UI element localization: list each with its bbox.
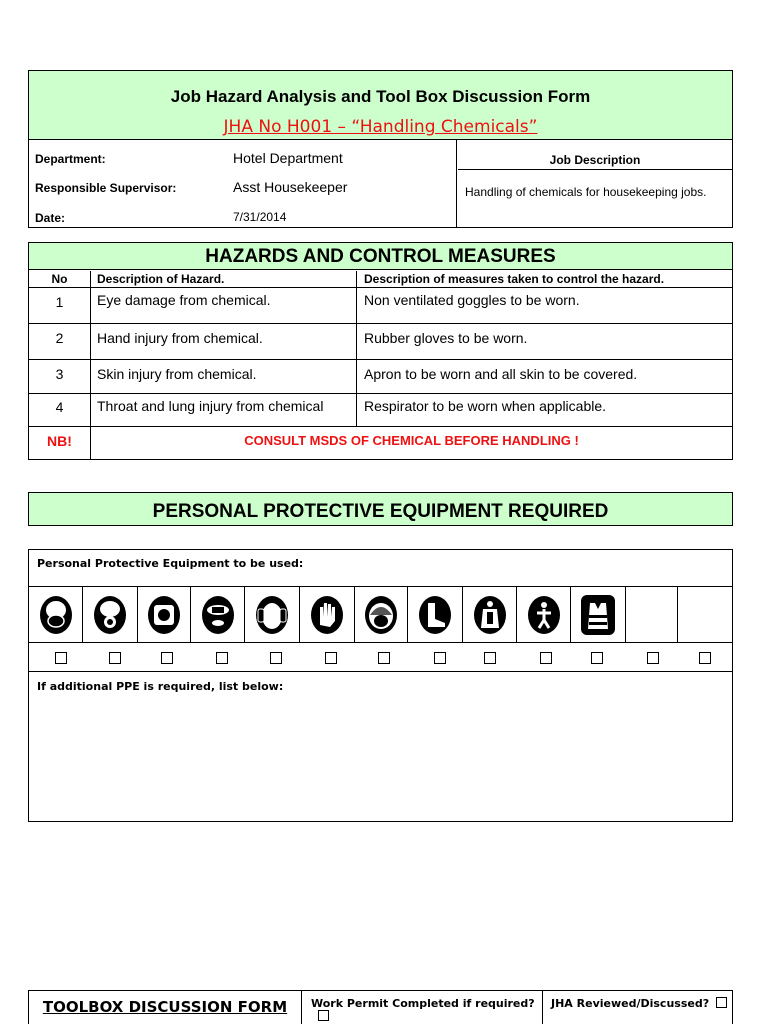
table-row	[29, 360, 732, 394]
hard-hat-icon	[355, 587, 408, 642]
table-row	[29, 324, 732, 360]
gloves-icon	[300, 587, 355, 642]
ppe-checkbox-safety-boots[interactable]	[434, 652, 446, 664]
ppe-checkbox-apron[interactable]	[484, 652, 496, 664]
apron-icon	[463, 587, 517, 642]
dust-mask-icon	[29, 587, 83, 642]
work-permit-question	[302, 991, 543, 1024]
jha-reviewed-checkbox[interactable]	[716, 997, 727, 1008]
form-title: Job Hazard Analysis and Tool Box Discussion Form	[170, 87, 591, 106]
row-measure: Rubber gloves to be worn.	[364, 330, 528, 346]
blank-icon-slot	[678, 587, 732, 642]
hazards-table	[28, 242, 733, 460]
ppe-checkbox-row	[29, 644, 732, 672]
form-title-area	[29, 71, 732, 140]
ppe-checkbox-respirator[interactable]	[109, 652, 121, 664]
work-permit-checkbox[interactable]	[318, 1010, 329, 1021]
header-info	[29, 140, 457, 227]
safety-vest-icon	[571, 587, 626, 642]
note-text: CONSULT MSDS OF CHEMICAL BEFORE HANDLING !	[244, 433, 579, 448]
additional-ppe-label: If additional PPE is required, list below:	[37, 680, 284, 693]
job-description-value: Handling of chemicals for housekeeping jobs.	[465, 185, 707, 199]
ppe-checkbox-hard-hat[interactable]	[378, 652, 390, 664]
row-measure: Respirator to be worn when applicable.	[364, 398, 607, 414]
ppe-checkbox-face-shield[interactable]	[161, 652, 173, 664]
job-description-box	[458, 140, 732, 227]
col-hazard-header: Description of Hazard.	[91, 271, 357, 287]
ppe-checkbox-blank-2[interactable]	[699, 652, 711, 664]
row-hazard: Eye damage from chemical.	[91, 288, 357, 323]
department-value: Hotel Department	[233, 150, 343, 166]
row-no: 1	[29, 288, 91, 323]
ppe-checkbox-harness[interactable]	[540, 652, 552, 664]
job-description-label: Job Description	[458, 140, 732, 170]
supervisor-label: Responsible Supervisor:	[35, 181, 177, 195]
table-row	[29, 394, 732, 427]
hazards-title: HAZARDS AND CONTROL MEASURES	[29, 243, 732, 270]
col-measure-header: Description of measures taken to control the hazard.	[364, 272, 665, 286]
ppe-title: PERSONAL PROTECTIVE EQUIPMENT REQUIRED	[28, 492, 733, 526]
note-row	[29, 427, 732, 459]
ppe-section	[28, 549, 733, 822]
department-label: Department:	[35, 152, 106, 166]
row-hazard: Hand injury from chemical.	[91, 324, 357, 359]
toolbox-discussion-bar	[28, 990, 733, 1024]
row-measure: Apron to be worn and all skin to be covered.	[364, 366, 638, 382]
note-label: NB!	[29, 427, 91, 459]
ear-protection-icon	[245, 587, 300, 642]
jha-number	[29, 117, 732, 137]
row-hazard: Throat and lung injury from chemical	[91, 394, 357, 426]
jha-reviewed-question	[543, 991, 733, 1024]
table-row	[29, 288, 732, 324]
row-no: 4	[29, 394, 91, 426]
work-permit-label: Work Permit Completed if required?	[311, 997, 535, 1010]
row-measure: Non ventilated goggles to be worn.	[364, 292, 580, 308]
supervisor-value: Asst Housekeeper	[233, 179, 348, 195]
ppe-icons-row	[29, 586, 732, 643]
ppe-checkbox-dust-mask[interactable]	[55, 652, 67, 664]
ppe-checkbox-safety-vest[interactable]	[591, 652, 603, 664]
jha-reviewed-label: JHA Reviewed/Discussed?	[551, 997, 710, 1010]
harness-icon	[517, 587, 571, 642]
ppe-checkbox-ear-protection[interactable]	[270, 652, 282, 664]
row-no: 2	[29, 324, 91, 359]
col-no-header: No	[29, 271, 91, 287]
hazards-header-row	[29, 271, 732, 288]
toolbox-title: TOOLBOX DISCUSSION FORM	[29, 991, 302, 1024]
blank-icon-slot	[626, 587, 678, 642]
respirator-icon	[83, 587, 138, 642]
ppe-checkbox-gloves[interactable]	[325, 652, 337, 664]
ppe-checkbox-goggles[interactable]	[216, 652, 228, 664]
face-shield-icon	[138, 587, 191, 642]
ppe-use-label: Personal Protective Equipment to be used:	[37, 557, 304, 570]
jha-number-text: JHA No H001 – “Handling Chemicals”	[223, 117, 538, 137]
goggles-icon	[191, 587, 245, 642]
date-label: Date:	[35, 211, 66, 225]
ppe-checkbox-blank-1[interactable]	[647, 652, 659, 664]
date-value: 7/31/2014	[233, 210, 287, 224]
row-hazard: Skin injury from chemical.	[91, 360, 357, 393]
row-no: 3	[29, 360, 91, 393]
form-header	[28, 70, 733, 228]
safety-boots-icon	[408, 587, 463, 642]
